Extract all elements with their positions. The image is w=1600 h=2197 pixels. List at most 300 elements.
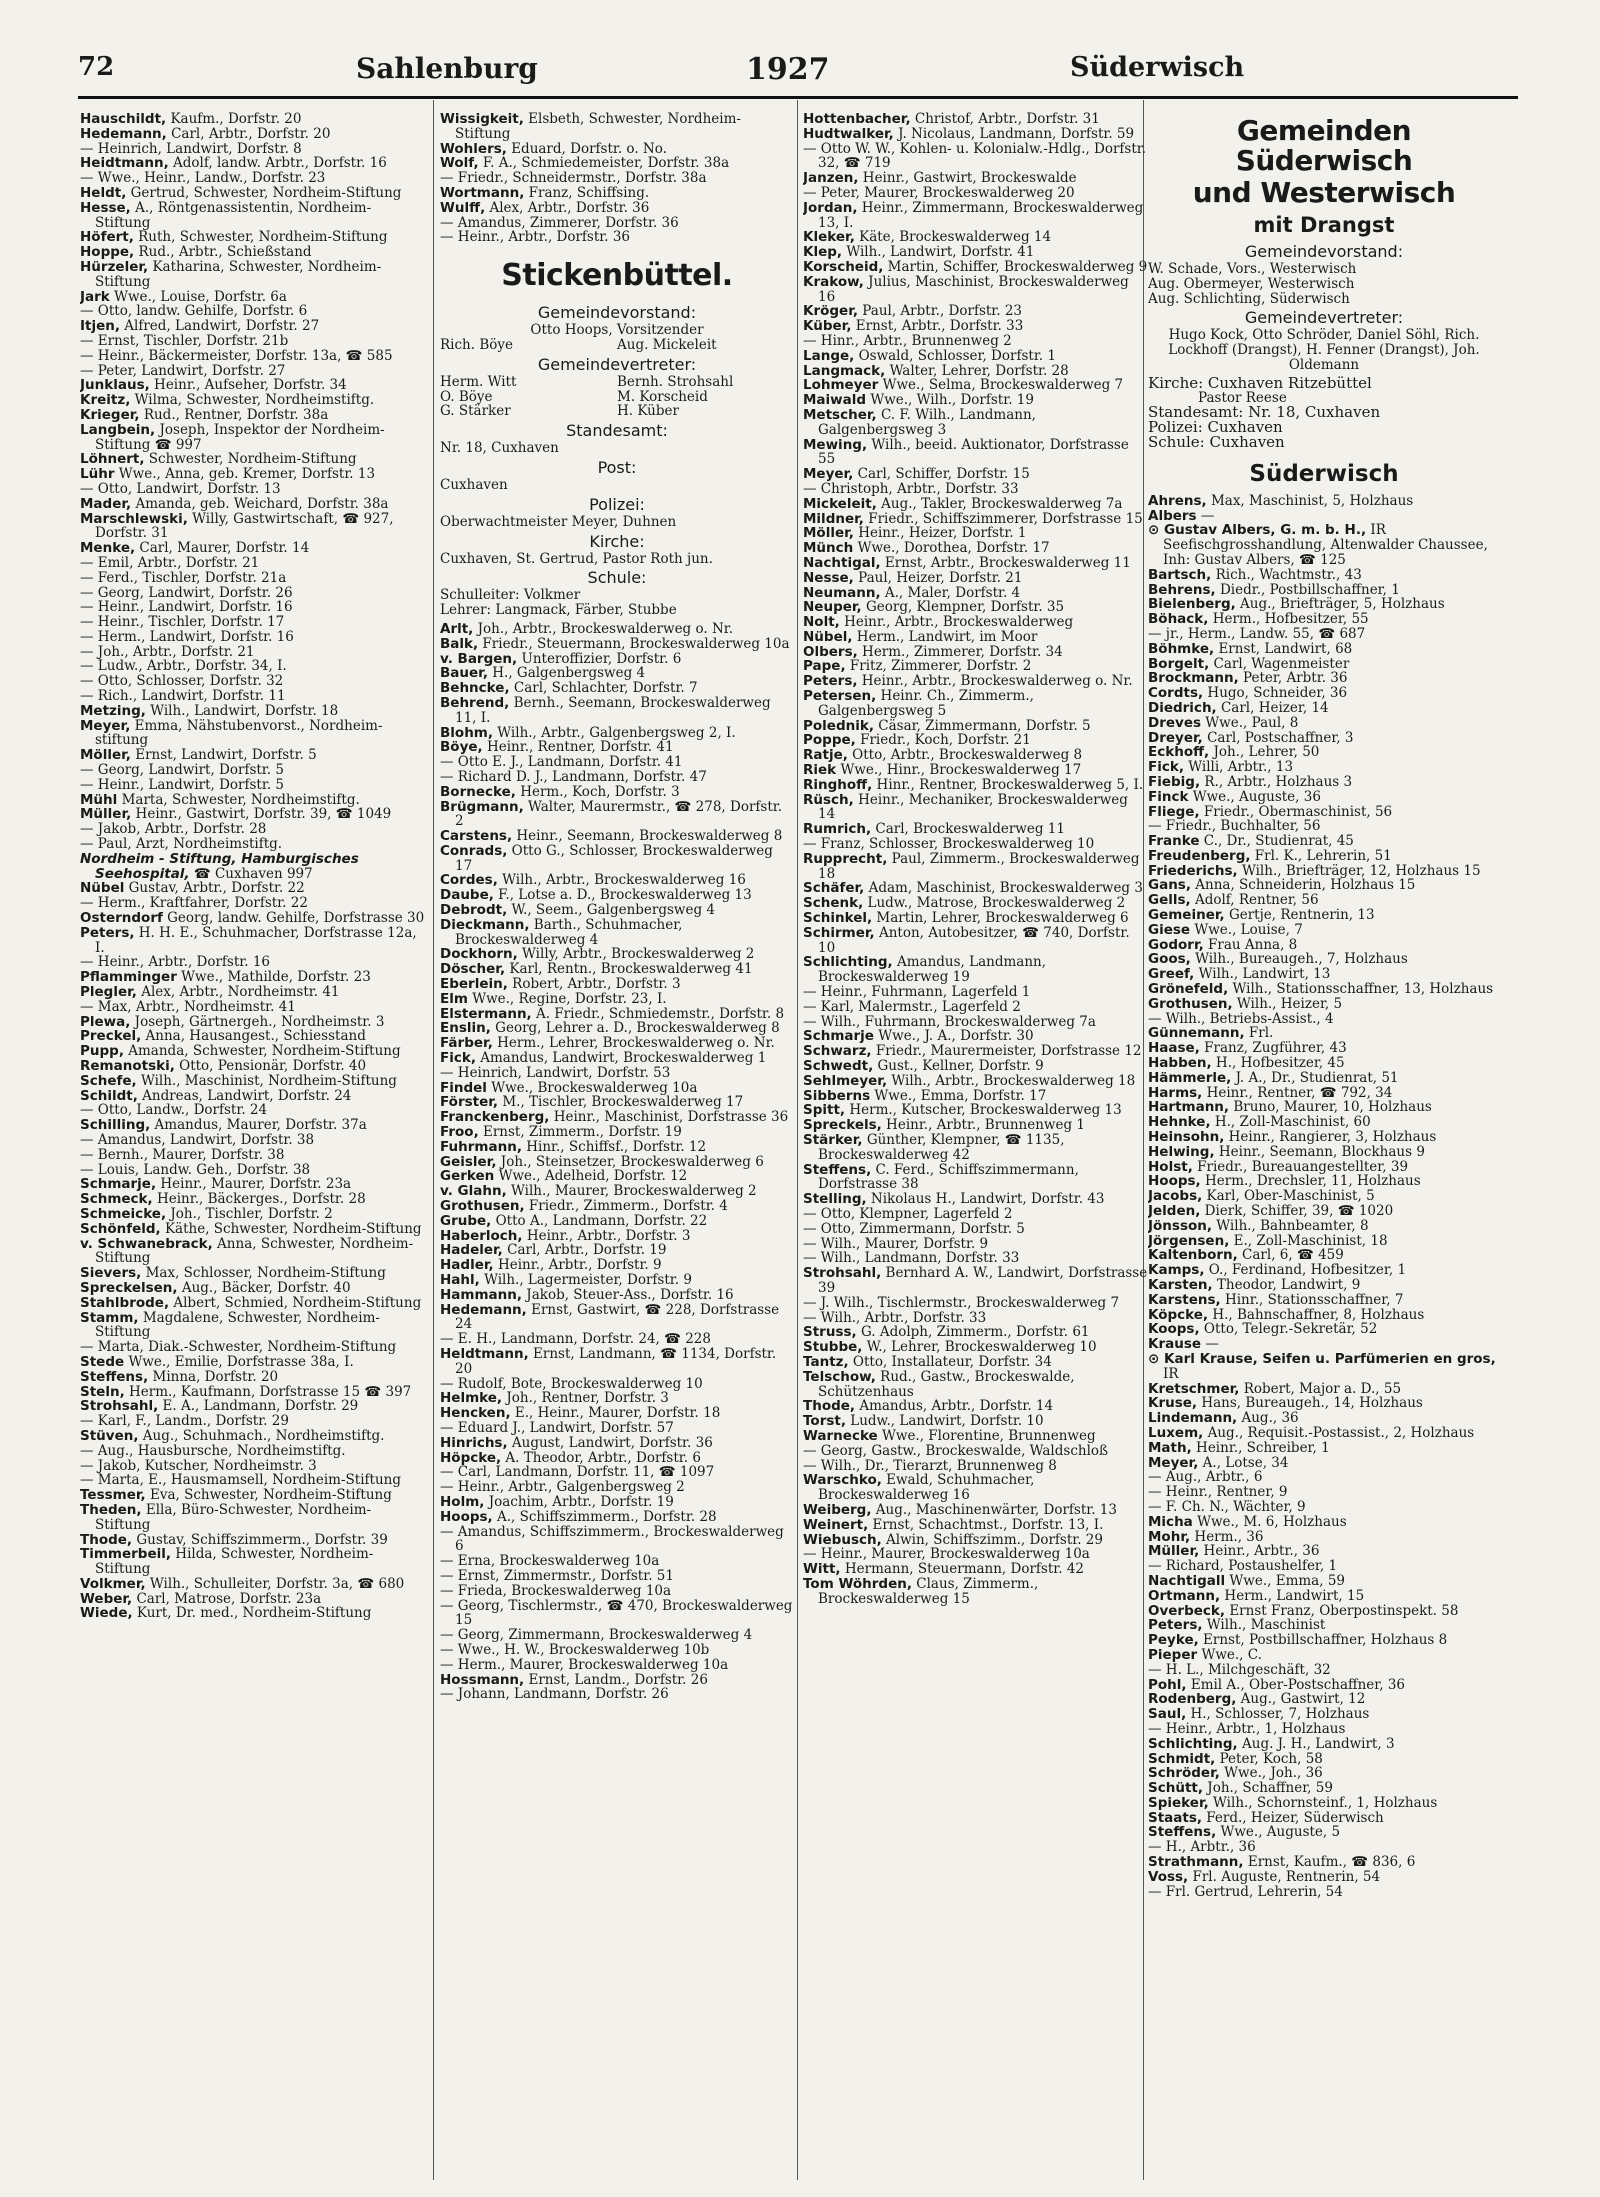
directory-entry — [440, 1643, 794, 1658]
entry-surname: Debrodt, — [440, 902, 508, 919]
directory-entry — [440, 918, 794, 948]
vorstand-line: W. Schade, Vors., Westerwisch — [1148, 261, 1357, 277]
entry-details: Heinr., Arbtr., Dorfstr. 3 — [522, 1227, 691, 1244]
entry-details: Carl, Matrose, Dorfstr. 23a — [132, 1590, 322, 1607]
entry-details: — Heinr., Fuhrmann, Lagerfeld 1 — [803, 984, 1031, 1001]
directory-entry — [80, 1473, 426, 1488]
entry-details: Wilh., Landwirt, 13 — [1194, 966, 1331, 983]
entry-details: Wwe., Mathilde, Dorfstr. 23 — [176, 969, 371, 986]
entry-details: M., Tischler, Brockeswalderweg 17 — [498, 1094, 744, 1111]
directory-entry — [80, 304, 426, 319]
directory-entry — [1148, 1840, 1500, 1855]
suederwisch-list-a — [1148, 494, 1500, 524]
directory-entry — [80, 1370, 426, 1385]
entry-details: Herm., Drechsler, 11, Holzhaus — [1200, 1173, 1421, 1190]
directory-entry — [1148, 864, 1500, 879]
directory-entry — [80, 1444, 426, 1459]
entry-surname: Warschko, — [803, 1472, 882, 1489]
entry-surname: Steln, — [80, 1383, 125, 1400]
directory-entry — [1148, 627, 1500, 642]
column-divider — [797, 100, 798, 2180]
directory-entry — [80, 452, 426, 467]
directory-entry — [1148, 1855, 1500, 1870]
entry-details: — Rich., Landwirt, Dorfstr. 11 — [80, 688, 286, 705]
directory-entry — [1148, 760, 1500, 775]
entry-details: — Richard D. J., Landmann, Dorfstr. 47 — [440, 768, 707, 785]
entry-details: Wilh., Heizer, 5 — [1232, 995, 1343, 1012]
entry-details: Claus, Zimmerm., Brockeswalderweg 15 — [818, 1575, 1039, 1607]
directory-entry — [1148, 1219, 1500, 1234]
entry-surname: Döscher, — [440, 961, 506, 978]
entry-details: Cäsar, Zimmermann, Dorfstr. 5 — [873, 717, 1091, 734]
directory-entry — [803, 955, 1148, 985]
entry-details: Ernst, Kaufm., ☎ 836, 6 — [1243, 1854, 1416, 1871]
directory-entry — [440, 800, 794, 830]
entry-details: E., Heinr., Maurer, Dorfstr. 18 — [510, 1405, 721, 1422]
entry-surname: Fliege, — [1148, 803, 1200, 820]
entry-surname: Heldt, — [80, 184, 127, 201]
entry-surname: Langmack, — [803, 362, 886, 379]
entry-details: Wwe., M. 6, Holzhaus — [1192, 1513, 1347, 1530]
entry-details: — Peter, Landwirt, Dorfstr. 27 — [80, 362, 286, 379]
entry-details: Wwe., Brockeswalderweg 10a — [486, 1079, 698, 1096]
entry-surname: Münch — [803, 540, 854, 557]
entry-details: — Otto W. W., Kohlen- u. Kolonialw.-Hdlg., Dorfstr. 32, ☎ 719 — [803, 140, 1147, 172]
directory-entry — [803, 793, 1148, 823]
directory-entry — [1148, 1308, 1500, 1323]
directory-entry — [80, 408, 426, 423]
entry-details: — Herm., Landwirt, Dorfstr. 16 — [80, 628, 294, 645]
entry-details: Carl, Schiffer, Dorfstr. 15 — [853, 466, 1030, 483]
directory-entry — [80, 1266, 426, 1281]
entry-details: — Ludw., Arbtr., Dorfstr. 34, I. — [80, 658, 287, 675]
directory-entry — [440, 1258, 794, 1273]
entry-details: — Hinr., Arbtr., Brunnenweg 2 — [803, 332, 1012, 349]
directory-entry — [440, 1495, 794, 1510]
vertreter-row — [440, 404, 794, 419]
entry-surname: Overbeck, — [1148, 1602, 1226, 1619]
directory-entry — [80, 793, 426, 808]
entry-surname: Heldtmann, — [440, 1345, 529, 1362]
entry-details: Joh., Tischler, Dorfstr. 2 — [166, 1205, 333, 1222]
directory-entry — [803, 1222, 1148, 1237]
directory-entry — [80, 260, 426, 290]
directory-entry — [80, 1459, 426, 1474]
directory-entry — [440, 888, 794, 903]
directory-entry — [440, 903, 794, 918]
directory-entry — [1148, 1441, 1500, 1456]
directory-entry — [80, 1503, 426, 1533]
entry-details: Carl, Heizer, 14 — [1216, 699, 1329, 716]
entry-details: Anna, Hausangest., Schiesstand — [141, 1028, 366, 1045]
directory-entry — [80, 127, 426, 142]
directory-entry — [440, 1110, 794, 1125]
directory-entry — [1148, 1811, 1500, 1826]
directory-entry — [440, 1155, 794, 1170]
directory-entry — [80, 142, 426, 157]
directory-entry — [803, 1163, 1148, 1193]
entry-surname: Hinrichs, — [440, 1434, 508, 1451]
entry-surname: Dreves — [1148, 714, 1202, 731]
directory-entry — [80, 1192, 426, 1207]
directory-entry — [1148, 642, 1500, 657]
directory-entry — [803, 1355, 1148, 1370]
entry-details: — Wilh., Fuhrmann, Brockeswalderweg 7a — [803, 1013, 1096, 1030]
directory-entry — [1148, 1574, 1500, 1589]
entry-details: Georg, Klempner, Dorfstr. 35 — [861, 599, 1065, 616]
directory-entry — [1148, 1766, 1500, 1781]
directory-entry — [803, 304, 1148, 319]
entry-surname: Wohlers, — [440, 140, 507, 157]
directory-entry — [1148, 494, 1500, 509]
entry-details: — Heinr., Bäckermeister, Dorfstr. 13a, ☎ 585 — [80, 347, 393, 364]
entry-surname: Grönefeld, — [1148, 981, 1229, 998]
entry-details: Friedr., Maurermeister, Dorfstrasse 12 — [871, 1043, 1142, 1060]
directory-entry — [1148, 1663, 1500, 1678]
directory-entry — [1148, 1722, 1500, 1737]
caption-kirche: Kirche: — [589, 531, 645, 551]
directory-entry — [1148, 1559, 1500, 1574]
vertreter-member: M. Korscheid — [617, 388, 708, 405]
entry-surname: Gemeiner, — [1148, 907, 1225, 924]
page-header-right: Süderwisch — [1070, 52, 1245, 83]
entry-details: — Richard, Postaushelfer, 1 — [1148, 1558, 1338, 1575]
entry-details: Wilh., Maurer, Brockeswalderweg 2 — [506, 1183, 757, 1200]
entry-surname: Stelling, — [803, 1191, 867, 1208]
directory-entry — [1148, 878, 1500, 893]
entry-details: — Herm., Kraftfahrer, Dorfstr. 22 — [80, 895, 308, 912]
entry-details: A., Maler, Dorfstr. 4 — [880, 584, 1021, 601]
directory-entry — [1148, 1100, 1500, 1115]
entry-details: Adam, Maschinist, Brockeswalderweg 3 — [864, 880, 1143, 897]
directory-entry — [80, 1207, 426, 1222]
highlight-rest: ☎ Cuxhaven 997 — [189, 865, 313, 882]
entry-surname: Spieker, — [1148, 1794, 1209, 1811]
entry-surname: Hämmerle, — [1148, 1069, 1232, 1086]
entry-surname: Hartmann, — [1148, 1099, 1230, 1116]
entry-details: Amandus, Arbtr., Dorfstr. 14 — [855, 1398, 1054, 1415]
entry-surname: Metscher, — [803, 406, 877, 423]
directory-entry — [1148, 952, 1500, 967]
directory-entry — [803, 1296, 1148, 1311]
entry-details: Andreas, Landwirt, Dorfstr. 24 — [137, 1087, 352, 1104]
entry-surname: Eckhoff, — [1148, 744, 1210, 761]
entry-surname: Böhack, — [1148, 611, 1209, 628]
entry-details: Herm., Hofbesitzer, 55 — [1208, 611, 1369, 628]
entry-surname: Hahl, — [440, 1272, 480, 1288]
directory-entry — [803, 482, 1148, 497]
entry-details: Heinr., Arbtr., 36 — [1199, 1543, 1320, 1560]
caption-polizei: Polizei: — [589, 494, 645, 514]
entry-details: Robert, Major a. D., 55 — [1239, 1380, 1402, 1397]
entry-details: Rud., Arbtr., Schießstand — [134, 244, 312, 261]
stickenbuettel-list-b — [803, 112, 1148, 1606]
directory-entry — [803, 1533, 1148, 1548]
entry-surname: Spitt, — [803, 1102, 846, 1119]
directory-entry — [1148, 1278, 1500, 1293]
directory-entry — [80, 896, 426, 911]
directory-entry — [803, 1399, 1148, 1414]
post-value: Cuxhaven — [440, 476, 508, 493]
directory-entry — [80, 1385, 426, 1400]
schule-value: Schule: Cuxhaven — [1148, 432, 1285, 451]
entry-surname: Holst, — [1148, 1158, 1193, 1175]
entry-details: — Louis, Landw. Geh., Dorfstr. 38 — [80, 1161, 311, 1178]
entry-surname: Stede — [80, 1353, 125, 1370]
entry-details: Adolf, Rentner, 56 — [1190, 892, 1319, 909]
entry-surname: Weinert, — [803, 1516, 869, 1533]
entry-details: Herm., Kutscher, Brockeswalderweg 13 — [845, 1102, 1122, 1119]
sahlenburg-list-b — [80, 881, 426, 1621]
entry-details: Heinr., Arbtr., Brockeswalderweg — [839, 614, 1074, 631]
directory-entry — [803, 852, 1148, 882]
entry-details: Max, Maschinist, 5, Holzhaus — [1206, 492, 1414, 509]
directory-entry — [803, 1118, 1148, 1133]
entry-details: Martin, Lehrer, Brockeswalderweg 6 — [872, 910, 1129, 927]
entry-surname: Färber, — [440, 1035, 493, 1052]
entry-details: Wwe., Florentine, Brunnenweg — [877, 1427, 1096, 1444]
entry-surname: Förster, — [440, 1094, 499, 1111]
directory-entry — [1148, 1130, 1500, 1145]
entry-surname: Elstermann, — [440, 1005, 532, 1022]
entry-details: Wilh., Stationsschaffner, 13, Holzhaus — [1228, 981, 1494, 998]
entry-surname: Küber, — [803, 318, 852, 335]
directory-entry — [80, 112, 426, 127]
entry-details: Wwe., Hinr., Brockeswalderweg 17 — [836, 762, 1082, 779]
column-4 — [1148, 112, 1500, 2187]
directory-entry — [440, 1095, 794, 1110]
entry-surname: Hammann, — [440, 1286, 523, 1303]
directory-entry — [80, 615, 426, 630]
entry-details: Amanda, geb. Weichard, Dorfstr. 38a — [131, 495, 389, 512]
entry-details: Frl. — [1244, 1025, 1274, 1042]
stickenbuettel-list-a — [440, 622, 794, 1702]
directory-entry — [80, 1296, 426, 1311]
directory-entry — [440, 1081, 794, 1096]
directory-entry — [440, 1140, 794, 1155]
directory-entry — [1148, 1234, 1500, 1249]
entry-details: Schwester, Nordheim-Stiftung — [144, 451, 357, 468]
entry-details: Otto, Pensionär, Dorfstr. 40 — [174, 1058, 367, 1074]
page-number: 72 — [78, 52, 115, 82]
entry-details: Ernst, Schachtmst., Dorfstr. 13, I. — [868, 1516, 1104, 1533]
directory-entry — [1148, 1618, 1500, 1633]
entry-details: — Georg, Landwirt, Dorfstr. 26 — [80, 584, 293, 601]
directory-entry — [440, 1199, 794, 1214]
directory-entry — [80, 1429, 426, 1444]
directory-entry — [1148, 1707, 1500, 1722]
column-3 — [803, 112, 1148, 2187]
directory-entry — [440, 186, 794, 201]
directory-entry — [80, 689, 426, 704]
schule-value: Lehrer: Langmack, Färber, Stubbe — [440, 602, 677, 619]
vertreter-member: O. Böye — [440, 388, 493, 405]
directory-entry — [440, 1465, 794, 1480]
entry-details: J. Nicolaus, Landmann, Dorfstr. 59 — [893, 125, 1135, 142]
entry-surname: Telschow, — [803, 1368, 876, 1385]
directory-entry — [1148, 1411, 1500, 1426]
entry-details: Aug., Maschinenwärter, Dorfstr. 13 — [871, 1501, 1117, 1518]
entry-surname: Greef, — [1148, 966, 1195, 983]
entry-details: Wilh., Arbtr., Brockeswalderweg 16 — [497, 872, 746, 889]
sahlenburg-list-a — [80, 112, 426, 852]
directory-entry — [1148, 1293, 1500, 1308]
caption-vertreter: Gemeindevertreter: — [537, 354, 697, 374]
krause-entry — [1148, 1352, 1500, 1382]
entry-details: — Ernst, Tischler, Dorfstr. 21b — [80, 332, 289, 349]
entry-details: — F. Ch. N., Wächter, 9 — [1148, 1498, 1306, 1515]
entry-details: Hermann, Steuermann, Dorfstr. 42 — [840, 1561, 1084, 1578]
directory-entry — [80, 586, 426, 601]
entry-surname: Fiebig, — [1148, 773, 1201, 790]
directory-entry — [80, 364, 426, 379]
directory-entry — [1148, 716, 1500, 731]
vorstand-line: Aug. Schlichting, Süderwisch — [1148, 290, 1350, 307]
entry-surname: Findel — [440, 1079, 487, 1096]
entry-surname: Kamps, — [1148, 1262, 1205, 1279]
entry-details: Wilh., Landwirt, Dorfstr. 41 — [842, 244, 1035, 261]
directory-entry — [803, 748, 1148, 763]
entry-details: Ernst, Landmann, ☎ 1134, Dorfstr. 20 — [455, 1345, 777, 1377]
directory-entry — [1148, 583, 1500, 598]
entry-details: Heinr., Maurer, Dorfstr. 23a — [156, 1176, 352, 1193]
entry-details: Ernst, Landwirt, 68 — [1214, 640, 1353, 657]
entry-surname: Jörgensen, — [1148, 1232, 1230, 1249]
entry-details: — Frl. Gertrud, Lehrerin, 54 — [1148, 1883, 1343, 1900]
directory-entry — [803, 201, 1148, 231]
entry-surname: Hoops, — [440, 1508, 493, 1525]
entry-surname: Wiede, — [80, 1605, 133, 1622]
entry-details: Käte, Brockeswalderweg 14 — [854, 229, 1052, 246]
entry-surname: Petersen, — [803, 688, 877, 705]
entry-surname: Hossmann, — [440, 1671, 525, 1688]
entry-details: — Marta, E., Hausmamsell, Nordheim-Stiftung — [80, 1472, 401, 1489]
directory-entry — [803, 127, 1148, 142]
entry-details: Carl, Brockeswalderweg 11 — [871, 821, 1065, 838]
albers-entry — [1148, 523, 1500, 567]
entry-details: — Erna, Brockeswalderweg 10a — [440, 1553, 660, 1570]
directory-entry — [440, 622, 794, 637]
directory-entry — [80, 512, 426, 542]
entry-details: — Wilh., Dr., Tierarzt, Brunnenweg 8 — [803, 1457, 1057, 1474]
entry-surname: Hehnke, — [1148, 1114, 1211, 1131]
directory-entry — [80, 1163, 426, 1178]
entry-surname: Bauer, — [440, 665, 488, 682]
directory-entry — [1148, 893, 1500, 908]
directory-entry — [440, 1554, 794, 1569]
entry-details: Herm., Kaufmann, Dorfstrasse 15 ☎ 397 — [124, 1383, 412, 1400]
directory-entry — [803, 526, 1148, 541]
entry-surname: Rüsch, — [803, 791, 854, 808]
entry-surname: Godorr, — [1148, 936, 1204, 953]
standesamt-value: Nr. 18, Cuxhaven — [440, 440, 559, 457]
entry-details: Heinr., Aufseher, Dorfstr. 34 — [149, 377, 347, 394]
vorstand-line: Otto Hoops, Vorsitzender — [530, 322, 704, 339]
entry-surname: Krause — [1148, 1336, 1202, 1353]
entry-details: C. F. Wilh., Landmann, Galgenbergsweg 3 — [818, 406, 1036, 438]
entry-surname: Kaltenborn, — [1148, 1247, 1238, 1264]
entry-details: Wwe., Adelheid, Dorfstr. 12 — [494, 1168, 688, 1185]
entry-details: Amandus, Maurer, Dorfstr. 37a — [150, 1117, 367, 1134]
directory-entry — [1148, 1530, 1500, 1545]
entry-details: Alwin, Schiffszimm., Dorfstr. 29 — [881, 1531, 1103, 1548]
entry-surname: Kleker, — [803, 229, 855, 246]
entry-details: Wwe., Louise, Dorfstr. 6a — [109, 288, 287, 305]
entry-surname: Schmarje, — [80, 1176, 157, 1193]
directory-entry — [440, 1451, 794, 1466]
entry-surname: Höfert, — [80, 229, 134, 246]
directory-entry — [80, 659, 426, 674]
entry-surname: Preckel, — [80, 1028, 142, 1045]
entry-surname: Plegler, — [80, 984, 137, 1001]
directory-entry — [440, 1273, 794, 1288]
entry-details: — Heinr., Arbtr., 1, Holzhaus — [1148, 1720, 1346, 1737]
directory-entry — [803, 230, 1148, 245]
directory-entry — [80, 1089, 426, 1104]
entry-details: R., Arbtr., Holzhaus 3 — [1200, 773, 1353, 790]
entry-surname: Polednik, — [803, 717, 874, 734]
entry-details: Oswald, Schlosser, Dorfstr. 1 — [854, 347, 1056, 364]
directory-entry — [440, 142, 794, 157]
entry-details: Hans, Bureaugeh., 14, Holzhaus — [1197, 1395, 1423, 1412]
entry-details: Hinr., Rentner, Brockeswalderweg 5, I. — [872, 776, 1144, 793]
entry-details: Kaufm., Dorfstr. 20 — [166, 112, 302, 127]
entry-surname: Schmeck, — [80, 1191, 153, 1208]
entry-details: Paul, Zimmerm., Brockeswalderweg 18 — [818, 850, 1140, 882]
entry-surname: Günnemann, — [1148, 1025, 1245, 1042]
entry-surname: Struss, — [803, 1324, 857, 1341]
directory-entry — [440, 873, 794, 888]
directory-entry — [803, 1547, 1148, 1562]
directory-entry — [80, 1547, 426, 1577]
entry-details: Joseph, Gärtnergeh., Nordheimstr. 3 — [130, 1013, 385, 1030]
entry-details: Aug., Schuhmach., Nordheimstiftg. — [138, 1427, 385, 1444]
directory-entry — [1148, 1204, 1500, 1219]
entry-details: — Georg, Tischlermstr., ☎ 470, Brockeswalderweg 15 — [440, 1597, 793, 1629]
directory-entry — [440, 1288, 794, 1303]
entry-details: Amanda, Schwester, Nordheim-Stiftung — [123, 1043, 401, 1060]
directory-entry — [80, 1177, 426, 1192]
entry-details: Herm., Lehrer, Brockeswalderweg o. Nr. — [492, 1035, 775, 1052]
kirche-value: Cuxhaven, St. Gertrud, Pastor Roth jun. — [440, 550, 713, 567]
directory-entry — [440, 1525, 794, 1555]
directory-entry — [80, 645, 426, 660]
entry-details: — Otto, Landw., Dorfstr. 24 — [80, 1102, 268, 1119]
directory-entry — [1148, 1145, 1500, 1160]
entry-surname: Schwedt, — [803, 1058, 874, 1074]
entry-details: Ludw., Landwirt, Dorfstr. 10 — [845, 1413, 1044, 1430]
directory-entry — [440, 1051, 794, 1066]
directory-entry — [803, 1015, 1148, 1030]
entry-surname: Jark — [80, 288, 110, 305]
directory-entry — [80, 1577, 426, 1592]
entry-surname: Fuhrmann, — [440, 1138, 522, 1155]
entry-details: A., Röntgenassistentin, Nordheim-Stiftung — [95, 199, 372, 231]
entry-surname: Franckenberg, — [440, 1109, 550, 1126]
directory-entry — [80, 1237, 426, 1267]
entry-surname: Lühr — [80, 466, 115, 483]
entry-details: — Jakob, Arbtr., Dorfstr. 28 — [80, 821, 267, 838]
directory-entry — [440, 740, 794, 755]
directory-entry — [440, 1391, 794, 1406]
entry-details: Robert, Arbtr., Dorfstr. 3 — [507, 976, 681, 993]
entry-surname: Schmidt, — [1148, 1750, 1216, 1767]
entry-surname: Tom Wöhrden, — [803, 1575, 912, 1592]
entry-details: — Friedr., Buchhalter, 56 — [1148, 818, 1321, 835]
entry-surname: Kreitz, — [80, 392, 131, 409]
entry-details: — Joh., Arbtr., Dorfstr. 21 — [80, 643, 255, 660]
entry-surname: Langbein, — [80, 421, 156, 438]
